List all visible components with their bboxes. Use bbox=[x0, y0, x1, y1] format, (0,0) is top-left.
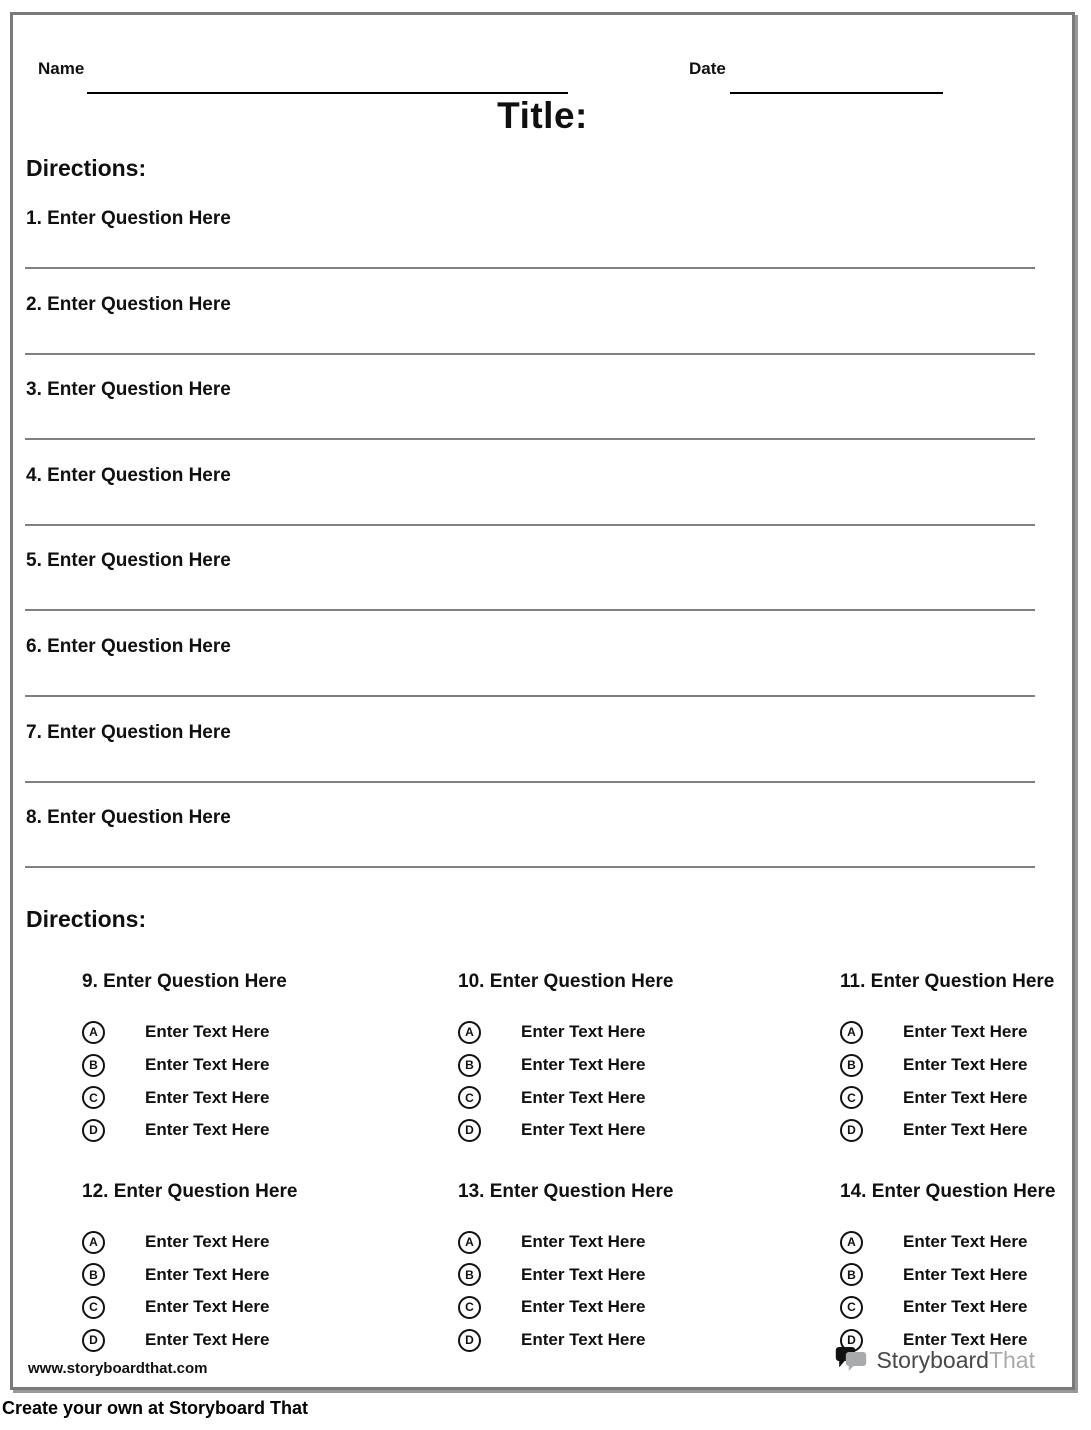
choice-letter-bubble: B bbox=[458, 1054, 481, 1077]
choice-text: Enter Text Here bbox=[521, 1120, 646, 1140]
choice-letter-bubble: D bbox=[840, 1329, 863, 1352]
mc-question-block bbox=[82, 1181, 458, 1357]
choice-row bbox=[840, 1016, 1055, 1049]
choice-letter-bubble: B bbox=[82, 1054, 105, 1077]
open-question-block bbox=[25, 294, 1035, 380]
choice-row bbox=[840, 1258, 1055, 1291]
question-label: 4. Enter Question Here bbox=[26, 464, 231, 486]
choice-row bbox=[458, 1049, 840, 1082]
choice-text: Enter Text Here bbox=[145, 1232, 270, 1252]
choice-text: Enter Text Here bbox=[521, 1087, 646, 1107]
choice-text: Enter Text Here bbox=[903, 1264, 1028, 1284]
worksheet-page bbox=[10, 12, 1075, 1390]
choice-row bbox=[82, 1016, 458, 1049]
page-title: Title: bbox=[497, 95, 588, 136]
question-label: 6. Enter Question Here bbox=[26, 635, 231, 657]
choice-letter-bubble: D bbox=[840, 1119, 863, 1142]
mc-question-block bbox=[458, 1181, 840, 1357]
choice-row bbox=[458, 1114, 840, 1147]
choice-row bbox=[840, 1291, 1055, 1324]
question-label: 12. Enter Question Here bbox=[82, 1180, 298, 1202]
choice-text: Enter Text Here bbox=[903, 1120, 1028, 1140]
choice-letter-bubble: C bbox=[840, 1086, 863, 1109]
choice-row bbox=[82, 1258, 458, 1291]
answer-line bbox=[25, 438, 1035, 440]
open-question-block bbox=[25, 379, 1035, 465]
choice-row bbox=[82, 1226, 458, 1259]
choice-row bbox=[458, 1324, 840, 1357]
choice-list bbox=[82, 1016, 458, 1147]
choice-text: Enter Text Here bbox=[145, 1022, 270, 1042]
logo-text-that: That bbox=[988, 1347, 1035, 1373]
choice-list bbox=[82, 1226, 458, 1357]
choice-text: Enter Text Here bbox=[521, 1264, 646, 1284]
choice-text: Enter Text Here bbox=[521, 1232, 646, 1252]
choice-row bbox=[458, 1016, 840, 1049]
speech-bubbles-icon bbox=[835, 1346, 869, 1375]
choice-text: Enter Text Here bbox=[521, 1297, 646, 1317]
create-your-own-link[interactable]: Create your own at Storyboard That bbox=[2, 1398, 309, 1418]
question-label: 7. Enter Question Here bbox=[26, 721, 231, 743]
open-question-block bbox=[25, 636, 1035, 722]
choice-letter-bubble: C bbox=[458, 1296, 481, 1319]
question-label: 3. Enter Question Here bbox=[26, 379, 231, 401]
choice-row bbox=[82, 1114, 458, 1147]
storyboardthat-logo bbox=[835, 1346, 1035, 1375]
mc-question-block bbox=[458, 971, 840, 1147]
choice-letter-bubble: B bbox=[82, 1263, 105, 1286]
choice-text: Enter Text Here bbox=[521, 1055, 646, 1075]
choice-list bbox=[840, 1016, 1055, 1147]
choice-row bbox=[82, 1049, 458, 1082]
choice-letter-bubble: C bbox=[840, 1296, 863, 1319]
choice-letter-bubble: C bbox=[458, 1086, 481, 1109]
question-label: 2. Enter Question Here bbox=[26, 293, 231, 315]
choice-text: Enter Text Here bbox=[145, 1055, 270, 1075]
open-question-block bbox=[25, 208, 1035, 294]
name-label: Name bbox=[38, 59, 85, 78]
choice-row bbox=[82, 1291, 458, 1324]
choice-letter-bubble: B bbox=[840, 1054, 863, 1077]
open-question-block bbox=[25, 550, 1035, 636]
answer-line bbox=[25, 866, 1035, 868]
mc-grid bbox=[82, 971, 1055, 1357]
choice-text: Enter Text Here bbox=[145, 1264, 270, 1284]
choice-letter-bubble: D bbox=[82, 1329, 105, 1352]
open-question-block bbox=[25, 807, 1035, 893]
choice-row bbox=[458, 1081, 840, 1114]
choice-letter-bubble: B bbox=[840, 1263, 863, 1286]
answer-line bbox=[25, 524, 1035, 526]
logo-wordmark bbox=[876, 1347, 1035, 1374]
choice-text: Enter Text Here bbox=[903, 1232, 1028, 1252]
choice-text: Enter Text Here bbox=[145, 1120, 270, 1140]
answer-line bbox=[25, 781, 1035, 783]
choice-row bbox=[840, 1226, 1055, 1259]
answer-line bbox=[25, 609, 1035, 611]
choice-text: Enter Text Here bbox=[521, 1330, 646, 1350]
choice-text: Enter Text Here bbox=[903, 1055, 1028, 1075]
answer-line bbox=[25, 267, 1035, 269]
mc-question-block bbox=[840, 971, 1055, 1147]
choice-row bbox=[840, 1114, 1055, 1147]
choice-row bbox=[458, 1291, 840, 1324]
choice-letter-bubble: D bbox=[458, 1119, 481, 1142]
directions-heading-2: Directions: bbox=[26, 906, 147, 932]
open-question-block bbox=[25, 465, 1035, 551]
date-label: Date bbox=[689, 59, 726, 78]
choice-text: Enter Text Here bbox=[145, 1297, 270, 1317]
choice-letter-bubble: A bbox=[458, 1231, 481, 1254]
question-label: 13. Enter Question Here bbox=[458, 1180, 674, 1202]
answer-line bbox=[25, 353, 1035, 355]
choice-row bbox=[82, 1081, 458, 1114]
open-question-block bbox=[25, 722, 1035, 808]
open-questions bbox=[25, 208, 1035, 893]
directions-heading-1: Directions: bbox=[26, 155, 147, 181]
question-label: 14. Enter Question Here bbox=[840, 1180, 1056, 1202]
logo-text-storyboard: Storyboard bbox=[876, 1347, 989, 1373]
mc-question-block bbox=[82, 971, 458, 1147]
mc-question-block bbox=[840, 1181, 1055, 1357]
choice-text: Enter Text Here bbox=[903, 1022, 1028, 1042]
question-label: 1. Enter Question Here bbox=[26, 208, 231, 229]
choice-text: Enter Text Here bbox=[903, 1087, 1028, 1107]
choice-text: Enter Text Here bbox=[145, 1087, 270, 1107]
question-label: 11. Enter Question Here bbox=[840, 971, 1055, 992]
choice-row bbox=[458, 1258, 840, 1291]
choice-list bbox=[458, 1226, 840, 1357]
choice-text: Enter Text Here bbox=[903, 1330, 1028, 1350]
choice-list bbox=[840, 1226, 1055, 1357]
choice-letter-bubble: A bbox=[840, 1021, 863, 1044]
date-fill-line bbox=[730, 74, 943, 94]
choice-letter-bubble: D bbox=[82, 1119, 105, 1142]
choice-letter-bubble: C bbox=[82, 1296, 105, 1319]
choice-row bbox=[840, 1081, 1055, 1114]
question-label: 8. Enter Question Here bbox=[26, 807, 231, 829]
choice-row bbox=[82, 1324, 458, 1357]
choice-letter-bubble: A bbox=[82, 1231, 105, 1254]
question-label: 9. Enter Question Here bbox=[82, 971, 287, 992]
question-label: 5. Enter Question Here bbox=[26, 550, 231, 572]
choice-text: Enter Text Here bbox=[145, 1330, 270, 1350]
choice-letter-bubble: C bbox=[82, 1086, 105, 1109]
choice-letter-bubble: D bbox=[458, 1329, 481, 1352]
answer-line bbox=[25, 695, 1035, 697]
choice-letter-bubble: A bbox=[840, 1231, 863, 1254]
choice-row bbox=[840, 1049, 1055, 1082]
choice-text: Enter Text Here bbox=[903, 1297, 1028, 1317]
name-fill-line bbox=[87, 74, 568, 94]
website-text: www.storyboardthat.com bbox=[28, 1360, 208, 1377]
choice-text: Enter Text Here bbox=[521, 1022, 646, 1042]
choice-row bbox=[458, 1226, 840, 1259]
choice-letter-bubble: A bbox=[458, 1021, 481, 1044]
choice-letter-bubble: B bbox=[458, 1263, 481, 1286]
choice-letter-bubble: A bbox=[82, 1021, 105, 1044]
choice-list bbox=[458, 1016, 840, 1147]
question-label: 10. Enter Question Here bbox=[458, 971, 674, 992]
